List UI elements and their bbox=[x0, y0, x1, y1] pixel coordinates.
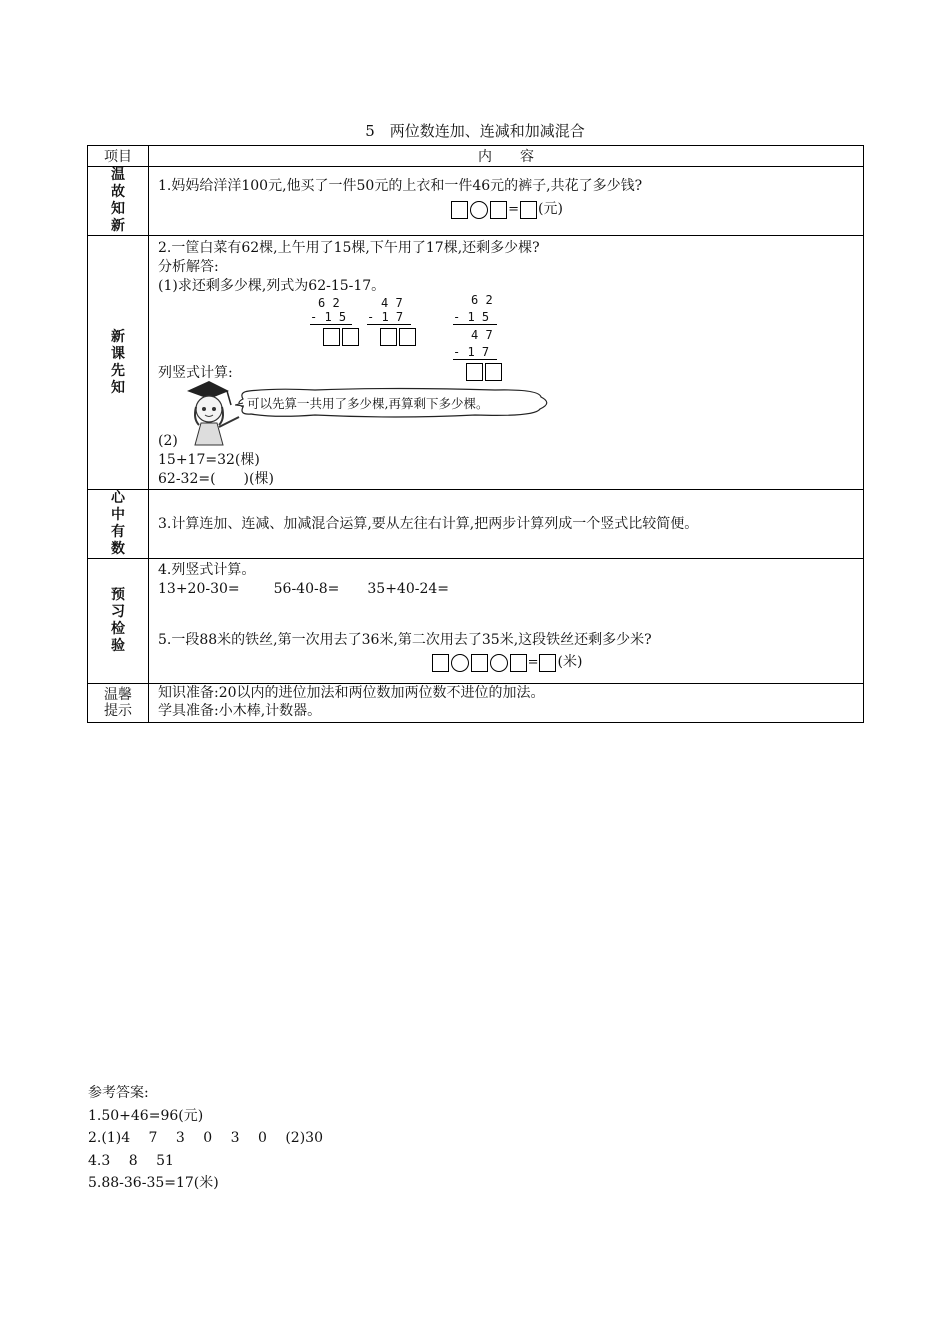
answer-1: 1.50+46=96(元) bbox=[88, 1107, 204, 1124]
blank-box[interactable] bbox=[490, 201, 507, 219]
section-preview-check bbox=[88, 559, 864, 684]
section-content bbox=[149, 236, 864, 490]
operator-circle[interactable] bbox=[490, 654, 508, 672]
blank-box[interactable] bbox=[520, 201, 537, 219]
section-tips bbox=[88, 684, 864, 723]
step-2-eq2: 62-32=( )(棵) bbox=[158, 471, 274, 487]
section-content bbox=[149, 684, 864, 723]
answer-key-title: 参考答案: bbox=[88, 1085, 149, 1101]
answer-2: 2.(1)4 7 3 0 3 0 (2)30 bbox=[88, 1130, 323, 1146]
section-content bbox=[149, 559, 864, 684]
section-content bbox=[149, 490, 864, 559]
header-item: 项目 bbox=[88, 146, 149, 167]
expressions-row bbox=[158, 580, 855, 599]
question-5: 5.一段88米的铁丝,第一次用去了36米,第二次用去了35米,这段铁丝还剩多少米? bbox=[158, 632, 652, 648]
question-2: 2.一筐白菜有62棵,上午用了15棵,下午用了17棵,还剩多少棵? bbox=[158, 240, 540, 256]
section-label: 温馨提示 bbox=[88, 684, 149, 723]
question-4: 4.列竖式计算。 bbox=[158, 562, 256, 578]
vertical-calc-label: 列竖式计算: bbox=[158, 365, 233, 381]
tip-knowledge: 知识准备:20以内的进位加法和两位数加两位数不进位的加法。 bbox=[158, 685, 545, 701]
answer-key bbox=[88, 1082, 323, 1195]
table-header-row bbox=[88, 146, 864, 167]
key-point-text: 3.计算连加、连减、加减混合运算,要从左往右计算,把两步计算列成一个竖式比较简便。 bbox=[158, 515, 699, 532]
expression-3: 35+40-24= bbox=[367, 581, 450, 597]
blank-box[interactable] bbox=[323, 328, 340, 346]
operator-circle[interactable] bbox=[470, 201, 488, 219]
lesson-table bbox=[87, 145, 864, 723]
step-1-text: (1)求还剩多少棵,列式为62-15-17。 bbox=[158, 278, 386, 294]
expression-2: 56-40-8= bbox=[273, 581, 340, 597]
section-key-point bbox=[88, 490, 864, 559]
vertical-calc-3: 6 2 - 1 5 4 7 - 1 7 bbox=[453, 293, 503, 381]
vertical-calc-1: 6 2 - 1 5 bbox=[310, 296, 360, 346]
expression-1: 13+20-30= bbox=[158, 581, 240, 597]
blank-box[interactable] bbox=[510, 654, 527, 672]
section-label: 温故知新 bbox=[88, 167, 149, 236]
question-1: 1.妈妈给洋洋100元,他买了一件50元的上衣和一件46元的裤子,共花了多少钱? bbox=[158, 178, 643, 194]
operator-circle[interactable] bbox=[451, 654, 469, 672]
analysis-label: 分析解答: bbox=[158, 259, 219, 275]
section-new-lesson bbox=[88, 236, 864, 490]
section-review bbox=[88, 167, 864, 236]
blank-box[interactable] bbox=[539, 654, 556, 672]
answer-5: 5.88-36-35=17(米) bbox=[88, 1175, 219, 1191]
section-label: 新课先知 bbox=[88, 236, 149, 490]
unit-label: (米) bbox=[557, 654, 583, 670]
equals-sign: = bbox=[527, 655, 539, 670]
blank-box[interactable] bbox=[471, 654, 488, 672]
header-content: 内 容 bbox=[149, 146, 864, 167]
page-title: 5 两位数连加、连减和加减混合 bbox=[365, 122, 585, 140]
answer-boxes-1 bbox=[158, 200, 855, 220]
blank-box[interactable] bbox=[466, 363, 483, 381]
answer-4: 4.3 8 51 bbox=[88, 1152, 174, 1169]
step-2-eq1: 15+17=32(棵) bbox=[158, 452, 260, 468]
tip-tools: 学具准备:小木棒,计数器。 bbox=[158, 703, 322, 719]
unit-label: (元) bbox=[537, 201, 563, 217]
vertical-calc-2: 4 7 - 1 7 bbox=[367, 296, 417, 346]
blank-box[interactable] bbox=[399, 328, 416, 346]
blank-box[interactable] bbox=[485, 363, 502, 381]
blank-box[interactable] bbox=[380, 328, 397, 346]
section-label: 心中有数 bbox=[88, 490, 149, 559]
answer-boxes-5 bbox=[158, 653, 855, 673]
step-2-label: (2) bbox=[158, 433, 178, 449]
section-label: 预习检验 bbox=[88, 559, 149, 684]
blank-box[interactable] bbox=[342, 328, 359, 346]
bubble-text: 可以先算一共用了多少棵,再算剩下多少棵。 bbox=[247, 396, 489, 411]
blank-box[interactable] bbox=[451, 201, 468, 219]
section-content bbox=[149, 167, 864, 236]
equals-sign: = bbox=[508, 202, 519, 217]
blank-box[interactable] bbox=[432, 654, 449, 672]
